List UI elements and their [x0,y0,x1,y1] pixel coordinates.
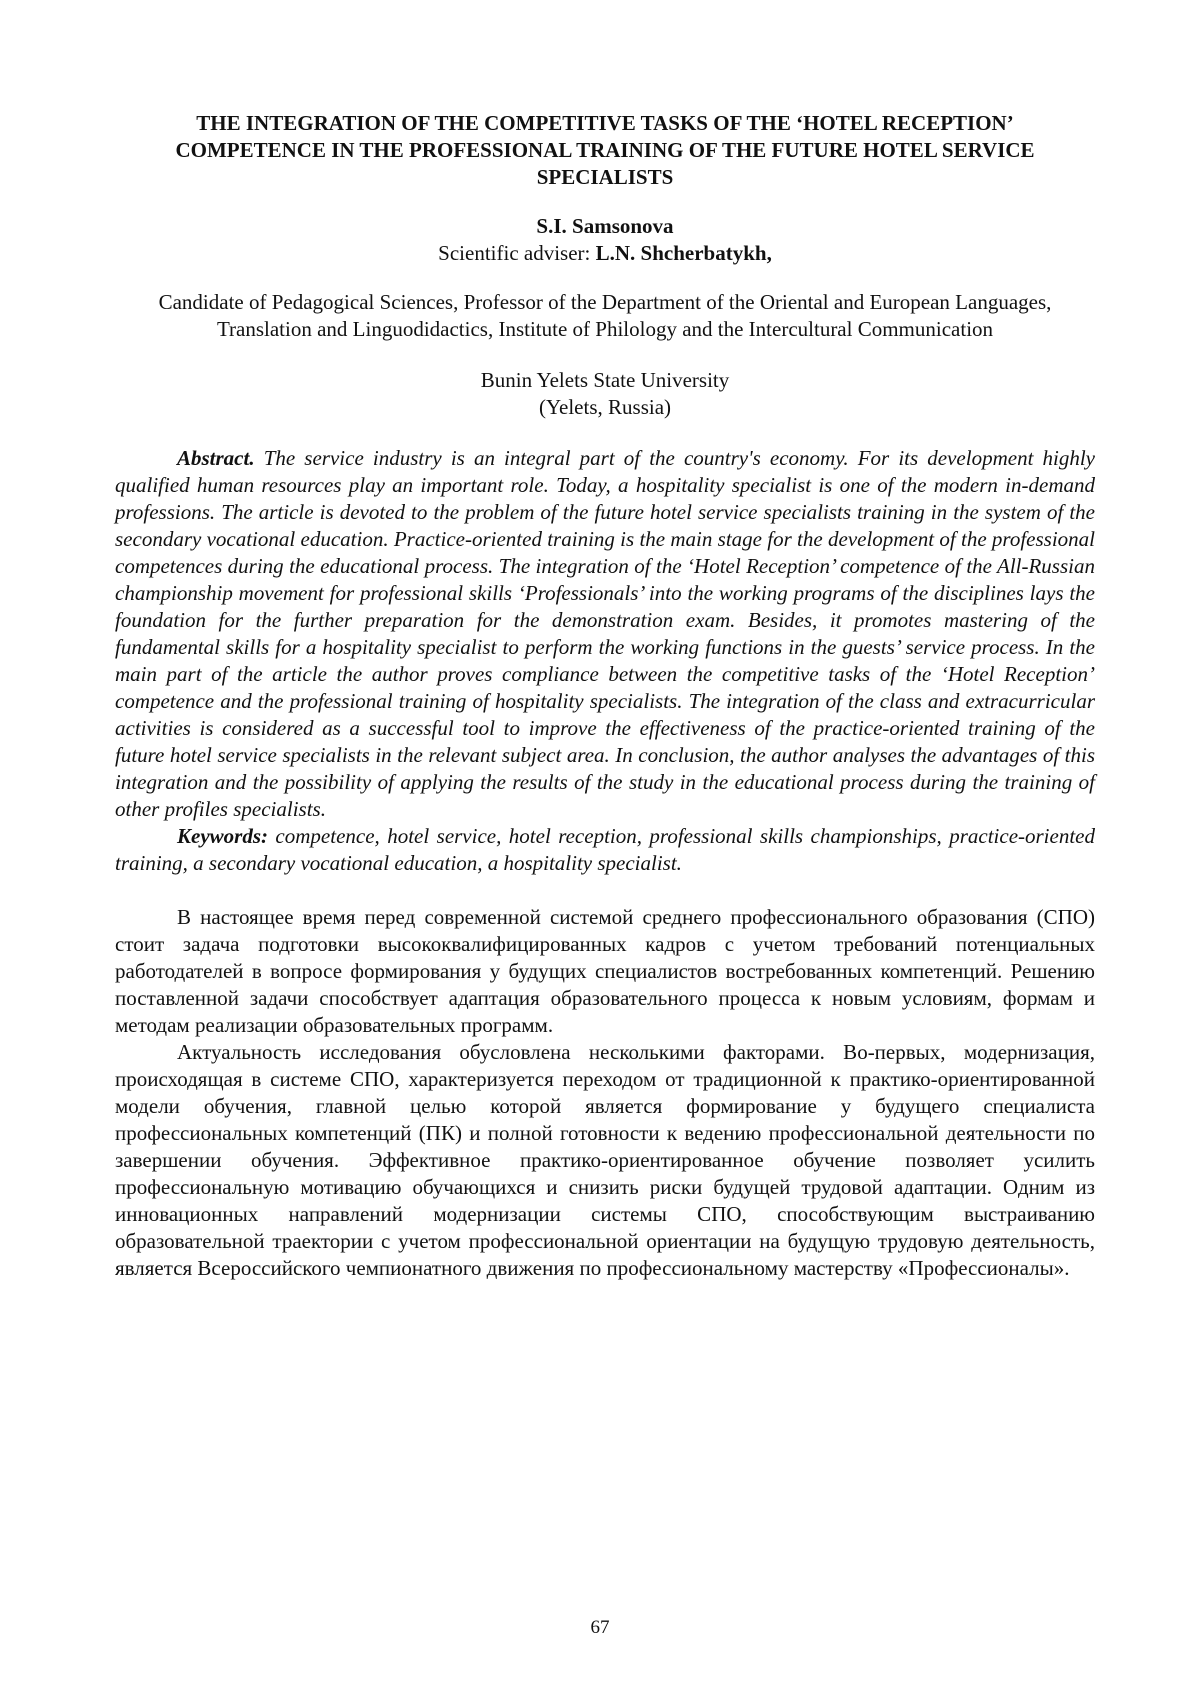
adviser-name: L.N. Shcherbatykh, [595,241,772,265]
author-name: S.I. Samsonova [536,214,674,238]
body-paragraph: В настоящее время перед современной системой среднего профессионального образования (СПО) стоит задача подготовки высококвалифицированных кадров с учетом требований потенциальных работодателей в вопросе формирования у будущих специалистов востребованных компетенций. Решению поставленной задачи способствует адаптация образовательного процесса к новым условиям, формам и методам реализации образовательных программ. [115,905,1095,1037]
body-paragraph: Актуальность исследования обусловлена несколькими факторами. Во-первых, модернизация, происходящая в системе СПО, характеризуется переходом от традиционной к практико-ориентированной модели обучения, главной целью которой является формирование у будущего специалиста профессиональных компетенций (ПК) и полной готовности к ведению профессиональной деятельности по завершении обучения. Эффективное практико-ориентированное обучение позволяет усилить профессиональную мотивацию обучающихся и снизить риски будущей трудовой адаптации. Одним из инновационных направлений модернизации системы СПО, способствующим выстраиванию образовательной траектории с учетом профессиональной ориентации на будущую трудовую деятельность, является Всероссийского чемпионатного движения по профессиональному мастерству «Профессионалы». [115,1040,1095,1280]
university-location: (Yelets, Russia) [538,395,672,419]
paper-title: THE INTEGRATION OF THE COMPETITIVE TASKS OF THE ‘HOTEL RECEPTION’ COMPETENCE IN THE PROFESSIONAL TRAINING OF THE FUTURE HOTEL SERVICE SPECIALISTS [175,111,1035,189]
adviser-line [115,240,1095,267]
paper-page [115,110,1095,1670]
keywords [115,823,1095,877]
abstract-text: The service industry is an integral part of the country's economy. For its development highly qualified human resources play an important role. Today, a hospitality specialist is one of the modern in-demand professions. The article is devoted to the problem of the future hotel service specialists training in the system of the secondary vocational education. Practice-oriented training is the main stage for the development of the professional competences during the educational process. The integration of the ‘Hotel Reception’ competence of the All-Russian championship movement for professional skills ‘Professionals’ into the working programs of the disciplines lays the foundation for the further preparation for the demonstration exam. Besides, it promotes mastering of the fundamental skills for a hospitality specialist to perform the working functions in the guests’ service process. In the main part of the article the author proves compliance between the competitive tasks of the ‘Hotel Reception’ competence and the professional training of hospitality specialists. The integration of the class and extracurricular activities is considered as a successful tool to improve the effectiveness of the practice-oriented training of the future hotel service specialists in the relevant subject area. In conclusion, the author analyses the advantages of this integration and the possibility of applying the results of the study in the educational process during the training of other profiles specialists. [115,446,1095,821]
abstract [115,445,1095,823]
adviser-label: Scientific adviser: [438,241,596,265]
keywords-label: Keywords: [177,824,268,848]
author-block [115,213,1095,267]
affiliation: Candidate of Pedagogical Sciences, Professor of the Department of the Oriental and European Languages, Translation and Linguodidactics, Institute of Philology and the Intercultural Communication [158,290,1052,341]
page-number: 67 [590,1617,610,1638]
abstract-label: Abstract. [177,446,255,470]
keywords-text: competence, hotel service, hotel reception, professional skills championships, practice-oriented training, a secondary vocational education, a hospitality specialist. [115,824,1095,875]
university-name: Bunin Yelets State University [480,368,730,392]
university-block [115,367,1095,421]
